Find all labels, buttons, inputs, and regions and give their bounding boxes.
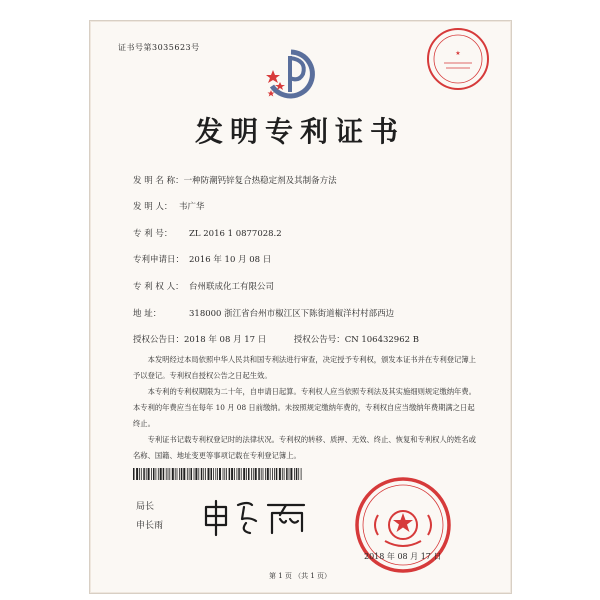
barcode-bar xyxy=(187,468,188,480)
field-grant xyxy=(133,333,419,345)
barcode-bar xyxy=(272,468,273,480)
agency-seal-top-right xyxy=(412,25,498,97)
barcode-bar xyxy=(198,468,199,480)
field-label: 专利申请日： xyxy=(133,255,185,265)
barcode-bar xyxy=(258,468,260,480)
director-name: 申长雨 xyxy=(136,521,164,531)
barcode-bar xyxy=(284,468,285,480)
barcode-bar xyxy=(146,468,147,480)
director-title: 局长 xyxy=(136,502,155,512)
barcode-bar xyxy=(296,468,298,480)
barcode-bar xyxy=(238,468,240,480)
barcode-bar xyxy=(175,468,176,480)
barcode-bar xyxy=(294,468,295,480)
barcode-bar xyxy=(189,468,190,480)
barcode-bar xyxy=(201,468,203,480)
barcode-bar xyxy=(237,468,238,480)
barcode-bar xyxy=(169,468,170,480)
barcode-bar xyxy=(279,468,281,480)
field-label: 专 利 号： xyxy=(133,229,173,239)
barcode-bar xyxy=(143,468,145,480)
barcode-bar xyxy=(215,468,216,480)
grant-date-label: 授权公告日： xyxy=(133,335,185,345)
barcode-bar xyxy=(229,468,231,480)
barcode-bar xyxy=(301,468,302,480)
barcode-bar xyxy=(226,468,227,480)
barcode-bar xyxy=(241,468,242,480)
barcode-bar xyxy=(253,468,254,480)
director-signature xyxy=(200,497,312,537)
barcode-bar xyxy=(136,468,138,480)
barcode-bar xyxy=(248,468,250,480)
barcode-bar xyxy=(208,468,210,480)
barcode-bar xyxy=(183,468,185,480)
field-address xyxy=(133,307,394,319)
barcode-bar xyxy=(274,468,275,480)
barcode-bar xyxy=(263,468,264,480)
barcode-bar xyxy=(270,468,271,480)
field-label: 专 利 权 人： xyxy=(133,282,184,292)
barcode-bar xyxy=(298,468,299,480)
barcode-bar xyxy=(234,468,235,480)
barcode-bar xyxy=(261,468,262,480)
body-paragraph: 本发明经过本局依照中华人民共和国专利法进行审查，决定授予专利权，颁发本证书并在专利登记簿上予以登记。专利权自授权公告之日起生效。 xyxy=(133,355,476,380)
barcode-bar xyxy=(251,468,252,480)
barcode-bar xyxy=(243,468,245,480)
barcode-bar xyxy=(166,468,167,480)
barcode-bar xyxy=(211,468,213,480)
seal-date: 2018 年 08 月 17 日 xyxy=(364,552,442,561)
field-patent-number xyxy=(133,227,282,239)
barcode-bar xyxy=(267,468,269,480)
field-patentee xyxy=(133,280,274,292)
barcode-bar xyxy=(194,468,195,480)
barcode-bar xyxy=(172,468,174,480)
cnipa-logo-icon xyxy=(263,48,319,100)
barcode-bar xyxy=(255,468,257,480)
page-number: 第 1 页 （共 1 页） xyxy=(268,572,332,580)
barcode-bar xyxy=(133,468,135,480)
barcode-bar xyxy=(177,468,178,480)
barcode xyxy=(133,468,303,480)
body-paragraph: 专利证书记载专利权登记时的法律状况。专利权的转移、质押、无效、终止、恢复和专利权人的姓名或名称、国籍、地址变更等事项记载在专利登记簿上。 xyxy=(133,435,476,460)
barcode-bar xyxy=(181,468,183,480)
grant-number-value: CN 106432962 B xyxy=(344,335,419,345)
barcode-bar xyxy=(168,468,169,480)
field-invention-name xyxy=(133,174,337,186)
barcode-bar xyxy=(286,468,288,480)
barcode-bar xyxy=(141,468,142,480)
barcode-bar xyxy=(276,468,278,480)
field-value: 韦广华 xyxy=(179,202,205,212)
barcode-bar xyxy=(148,468,150,480)
barcode-bar xyxy=(205,468,206,480)
svg-text:★: ★ xyxy=(455,50,461,57)
barcode-bar xyxy=(217,468,218,480)
barcode-bar xyxy=(195,468,197,480)
barcode-bar xyxy=(219,468,221,480)
barcode-bar xyxy=(290,468,292,480)
barcode-bar xyxy=(224,468,225,480)
grant-number-label: 授权公告号： xyxy=(293,335,345,345)
field-application-date xyxy=(133,253,271,265)
barcode-bar xyxy=(223,468,224,480)
certificate-number: 证书号第3035623号 xyxy=(118,43,200,52)
body-paragraph: 本专利的专利权期限为二十年，自申请日起算。专利权人应当依照专利法及其实施细则规定缴纳年费。本专利的年费应当在每年 10 月 08 日前缴纳。未按照规定缴纳年费的，专利权自应当缴纳年费期满之日起终止。 xyxy=(133,387,476,428)
barcode-bar xyxy=(160,468,162,480)
barcode-bar xyxy=(282,468,283,480)
barcode-bar xyxy=(163,468,165,480)
barcode-bar xyxy=(156,468,157,480)
field-value: 318000 浙江省台州市椒江区下陈街道椒洋村村部西边 xyxy=(189,309,395,319)
field-value: ZL 2016 1 0877028.2 xyxy=(189,229,282,239)
page-title: 发明专利证书 xyxy=(194,115,405,148)
barcode-bar xyxy=(191,468,193,480)
barcode-bar xyxy=(151,468,152,480)
barcode-bar xyxy=(265,468,266,480)
certificate-body xyxy=(133,352,479,464)
field-value: 台州联成化工有限公司 xyxy=(189,282,275,292)
field-label: 发 明 名 称： xyxy=(133,176,184,186)
field-label: 地 址： xyxy=(133,309,162,319)
barcode-bar xyxy=(179,468,180,480)
barcode-bar xyxy=(289,468,290,480)
barcode-bar xyxy=(139,468,140,480)
barcode-bar xyxy=(153,468,155,480)
field-inventor xyxy=(133,200,205,212)
barcode-bar xyxy=(203,468,204,480)
barcode-bar xyxy=(158,468,159,480)
field-value: 2016 年 10 月 08 日 xyxy=(189,255,272,265)
barcode-bar xyxy=(231,468,233,480)
field-value: 一种防潮钙锌复合热稳定剂及其制备方法 xyxy=(183,176,337,186)
field-label: 发 明 人： xyxy=(133,202,173,212)
barcode-bar xyxy=(213,468,214,480)
grant-date-value: 2018 年 08 月 17 日 xyxy=(184,335,267,345)
barcode-bar xyxy=(246,468,247,480)
